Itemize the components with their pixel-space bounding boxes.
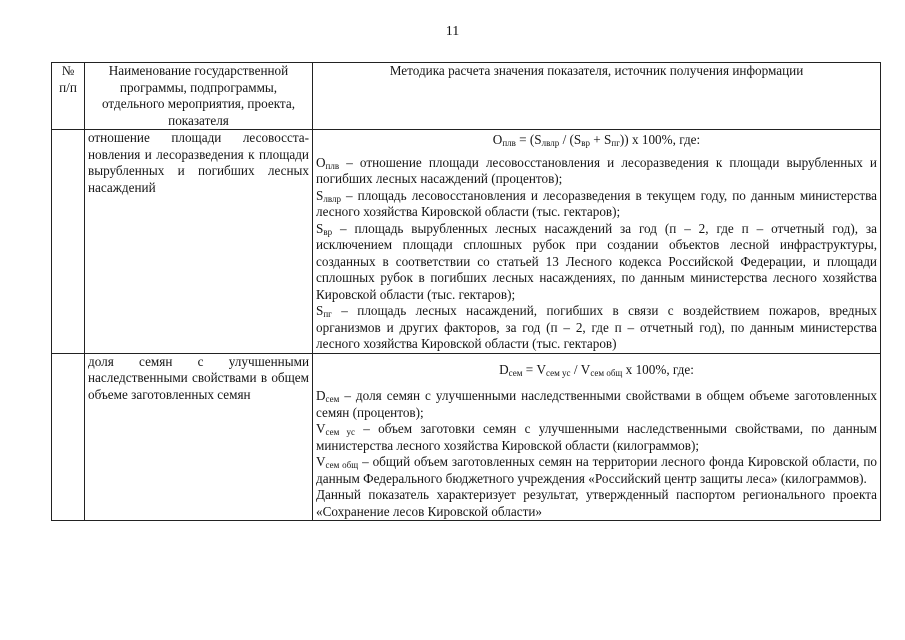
row-num: [52, 130, 85, 354]
indicator-table: [51, 62, 881, 521]
formula: $D_{сем} = V_{сем ус} / V_{сем общ}$ x 100%, где:: [499, 361, 694, 378]
definition: $V_{сем общ}$ – общий объем заготовленных семян на территории лесного фонда Кировской области, по данным Федерального бюджетного учреждения «Российский центр защиты леса» (килограммов).: [316, 454, 877, 486]
note: Данный показатель характеризует результат, утвержденный паспортом регионального проекта «Сохранение лесов Кировской области»: [316, 487, 877, 519]
table-row: [52, 130, 881, 354]
table-header-row: [52, 63, 881, 130]
definition: $V_{сем ус}$ – объем заготовки семян с улучшенными наследственными свойствами, по данным министерства лесного хозяйства Кировской области (килограммов);: [316, 421, 878, 453]
row-method: [313, 353, 881, 521]
header-name: Наименование государственной программы, подпрограммы, отдельного мероприятия, проекта, показателя: [85, 63, 313, 130]
table-row: [52, 353, 881, 521]
definition: $S_{пг}$ – площадь лесных насаждений, погибших в связи с воздействием пожаров, вредных организмов и других факторов, за год (п – 2, где п – отчетный год), по данным министерства лесного хозяйства Кировской области (тыс. гектаров): [316, 303, 877, 351]
page-number: 11: [445, 24, 460, 39]
row-name: отношение площади лесовосста-новления и лесоразведения к площади вырубленных и погибших лесных насаждений: [85, 130, 313, 354]
definition: $S_{вр}$ – площадь вырубленных лесных насаждений за год (п – 2, где п – отчетный год), за исключением площади сплошных рубок при создании объектов лесной инфраструктуры, созданных в соответствии со статьей 13 Лесного кодекса Российской Федерации, и площади сплошных рубок в погибших лесных насаждениях, по данным министерства лесного хозяйства Кировской области (тыс. гектаров);: [316, 220, 877, 302]
row-method: [313, 130, 881, 354]
definition: $O_{плв}$ – отношение площади лесовосстановления и лесоразведения к площади вырубленных и погибших лесных насаждений (процентов);: [316, 154, 877, 186]
row-name: доля семян с улучшенными наследственными свойствами в общем объеме заготовленных семян: [85, 353, 313, 521]
formula: $O_{плв} = (S_{лвлр} / (S_{вр} + S_{пг}))$ x 100%, где:: [492, 132, 701, 148]
definition: $S_{лвлр}$ – площадь лесовосстановления и лесоразведения в текущем году, по данным министерства лесного хозяйства Кировской области (тыс. гектаров);: [316, 187, 877, 219]
header-method: Методика расчета значения показателя, источник получения информации: [313, 63, 881, 130]
header-num: № п/п: [52, 63, 85, 130]
row-num: [52, 353, 85, 521]
definition: $D_{сем}$ – доля семян с улучшенными наследственными свойствами в общем объеме заготовленных семян (процентов);: [316, 388, 877, 420]
